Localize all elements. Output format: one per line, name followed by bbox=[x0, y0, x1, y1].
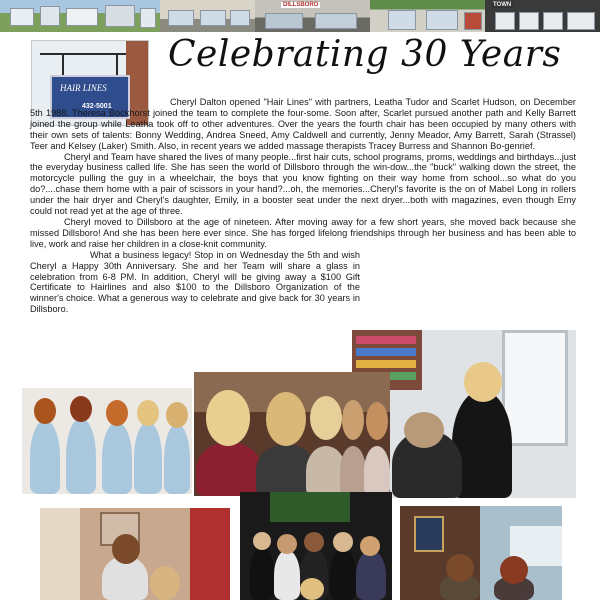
photo-group-smiling bbox=[194, 372, 390, 496]
paragraph-2: Cheryl and Team have shared the lives of many people...first hair cuts, school programs, proms, weddings and birthdays...just the everyday business called life. She has seen the world of Dillsboro through the win-dow...the "buck" walking down the street, the motorcycle pulling the guy in a wheelchair, the boys that you know fighting on their way home from school...so what do you do?....chase them home with a pair of scissors in your hand?...oh, the memories...Cheryl's favorite is the on of Mabel Long in rollers under the hair dryer and Cheryl's daughter, Emily, in a booster seat under the next dryer...both with magazines, even though Emy could not read yet at the age of three. bbox=[30, 151, 576, 217]
banner-photo-3 bbox=[255, 0, 370, 32]
storefront-banner bbox=[0, 0, 600, 32]
paragraph-3: Cheryl moved to Dillsboro at the age of nineteen. After moving away for a few short years, she moved back because she missed Dillsboro! And she has been here ever since. She has forged lifelong friendships through her business and has been able to live, work and raise her children in a close-knit community. bbox=[30, 216, 576, 249]
banner-photo-2 bbox=[160, 0, 255, 32]
banner-photo-4 bbox=[370, 0, 485, 32]
photo-vintage-salon bbox=[40, 508, 230, 600]
sign-business-name: HAIR LINES bbox=[60, 83, 107, 93]
banner-sign-2: TOWN bbox=[493, 2, 512, 8]
banner-photo-5 bbox=[485, 0, 600, 32]
page-title: Celebrating 30 Years bbox=[168, 34, 562, 75]
paragraph-4: What a business legacy! Stop in on Wednesday the 5th and wish Cheryl a Happy 30th Anniversary. She and her Team will share a glass in celebration from 6-8 PM. In addition, Cheryl will be giving away a $100 Gift Certificate to Hairlines and also $100 to the Dillsboro Organization of the winner's choice. What a generous way to celebrate and give back for 30 years in Dillsboro. bbox=[30, 249, 360, 315]
photo-team-blue-shirts bbox=[22, 388, 192, 494]
sign-bracket bbox=[40, 53, 126, 55]
paragraph-1: Cheryl Dalton opened "Hair Lines" with partners, Leatha Tudor and Scarlet Hudson, on December 5th 1988. Theresa Bockhorst joined the team to complete the four-some. Soon after, Scarlet pursued another path and Kelly Barrett joined the group while Leatha took off to other adventures. Over the years the fourth chair has been occupied by many others with their own sets of talents: Bonny Wedding, Andrea Sneed, Amy Caldwell and currently, Jenny Meador, Amy Barrett, Sarah (Strassel) Teer and Kelsey (Laker) Smith. Also, in recent years we added massage therapists Tracey Burress and Shannon Bo-genrief. bbox=[30, 97, 576, 151]
photo-salon-women bbox=[400, 506, 562, 600]
banner-sign-1: DILLSBORO bbox=[283, 2, 319, 8]
sign-phone: 432-5001 bbox=[82, 103, 112, 110]
photo-holiday-group bbox=[240, 492, 392, 600]
article-body bbox=[30, 97, 576, 315]
banner-photo-1 bbox=[0, 0, 160, 32]
